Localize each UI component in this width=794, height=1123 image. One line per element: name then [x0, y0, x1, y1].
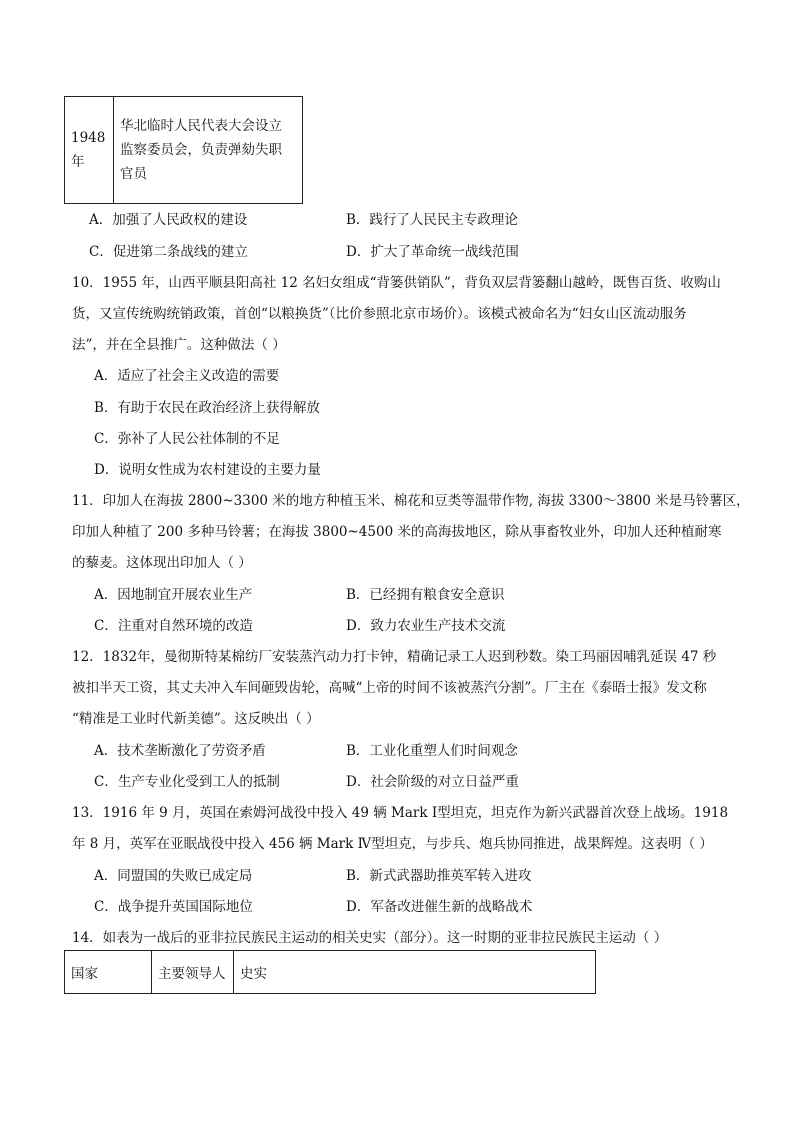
q10-option-b[interactable]: B．有助于农民在政治经济上获得解放 [94, 400, 320, 416]
q11-stem-line: 印加人种植了 200 多种马铃薯；在海拔 3800~4500 米的高海拔地区，除从事畜牧业外，印加人还种植耐寒 [72, 524, 722, 540]
q9-option-b[interactable]: B．践行了人民民主专政理论 [346, 212, 518, 228]
event-line: 华北临时人民代表大会设立 [120, 118, 282, 134]
movements-table [64, 950, 596, 994]
year-unit-text: 年 [71, 154, 85, 170]
q9-option-d[interactable]: D．扩大了革命统一战线范围 [346, 244, 519, 260]
q12-option-c[interactable]: C．生产专业化受到工人的抵制 [94, 774, 280, 790]
q12-stem-line: “精准是工业时代新美德”。这反映出（ ） [72, 711, 320, 727]
history-table-1948 [64, 96, 303, 204]
event-line: 监察委员会，负责弹劾失职 [120, 142, 282, 158]
q9-option-a[interactable]: A．加强了人民政权的建设 [89, 212, 248, 228]
event-cell [114, 97, 303, 204]
q10-option-a[interactable]: A．适应了社会主义改造的需要 [94, 368, 280, 384]
q13-option-c[interactable]: C．战争提升英国国际地位 [94, 899, 253, 915]
q12-option-b[interactable]: B．工业化重塑人们时间观念 [346, 743, 518, 759]
table-header-row [65, 951, 596, 994]
q11-option-a[interactable]: A．因地制宜开展农业生产 [94, 587, 253, 603]
q11-stem-line: 的藜麦。这体现出印加人（ ） [72, 555, 252, 571]
q10-stem-line: 法”，并在全县推广。这种做法（ ） [72, 337, 286, 353]
q12-stem-line: 被扣半天工资，其丈夫冲入车间砸毁齿轮，高喊“上帝的时间不该被蒸汽分割”。厂主在《泰晤士报》发文称 [72, 680, 707, 696]
q11-option-d[interactable]: D．致力农业生产技术交流 [346, 618, 506, 634]
header-facts: 史实 [234, 951, 596, 994]
q9-option-c[interactable]: C．促进第二条战线的建立 [89, 244, 248, 260]
header-country: 国家 [65, 951, 152, 994]
q13-stem-line: 13．1916 年 9 月，英国在索姆河战役中投入 49 辆 Mark Ⅰ型坦克，坦克作为新兴武器首次登上战场。1918 [72, 805, 729, 821]
q10-stem-line: 10．1955 年，山西平顺县阳高社 12 名妇女组成“背篓供销队”，背负双层背篓翻山越岭，既售百货、收购山 [72, 275, 721, 291]
year-text: 1948 [71, 130, 106, 146]
year-cell [65, 97, 114, 204]
q11-option-c[interactable]: C．注重对自然环境的改造 [94, 618, 253, 634]
q10-stem-line: 货，又宣传统购统销政策，首创“以粮换货”（比价参照北京市场价）。该模式被命名为“妇女山区流动服务 [72, 306, 687, 322]
q11-stem-line: 11．印加人在海拔 2800~3300 米的地方种植玉米、棉花和豆类等温带作物, 海拔 3300～3800 米是马铃薯区， [72, 493, 750, 509]
header-leader: 主要领导人 [152, 951, 234, 994]
q14-stem-line: 14．如表为一战后的亚非拉民族民主运动的相关史实（部分）。这一时期的亚非拉民族民主运动（ ） [72, 930, 668, 946]
q13-option-a[interactable]: A．同盟国的失败已成定局 [94, 868, 253, 884]
q13-option-d[interactable]: D．军备改进催生新的战略战术 [346, 899, 533, 915]
q11-option-b[interactable]: B．已经拥有粮食安全意识 [346, 587, 505, 603]
q12-option-d[interactable]: D．社会阶级的对立日益严重 [346, 774, 519, 790]
q13-option-b[interactable]: B．新式武器助推英军转入进攻 [346, 868, 532, 884]
q13-stem-line: 年 8 月，英军在亚眠战役中投入 456 辆 Mark Ⅳ型坦克，与步兵、炮兵协同推进，战果辉煌。这表明（ ） [72, 836, 713, 852]
q12-option-a[interactable]: A．技术垄断激化了劳资矛盾 [94, 743, 266, 759]
q12-stem-line: 12．1832年，曼彻斯特某棉纺厂安装蒸汽动力打卡钟，精确记录工人迟到秒数。染工玛丽因哺乳延误 47 秒 [72, 649, 717, 665]
q10-option-c[interactable]: C．弥补了人民公社体制的不足 [94, 431, 280, 447]
event-line: 官员 [120, 166, 147, 182]
q10-option-d[interactable]: D．说明女性成为农村建设的主要力量 [94, 462, 321, 478]
